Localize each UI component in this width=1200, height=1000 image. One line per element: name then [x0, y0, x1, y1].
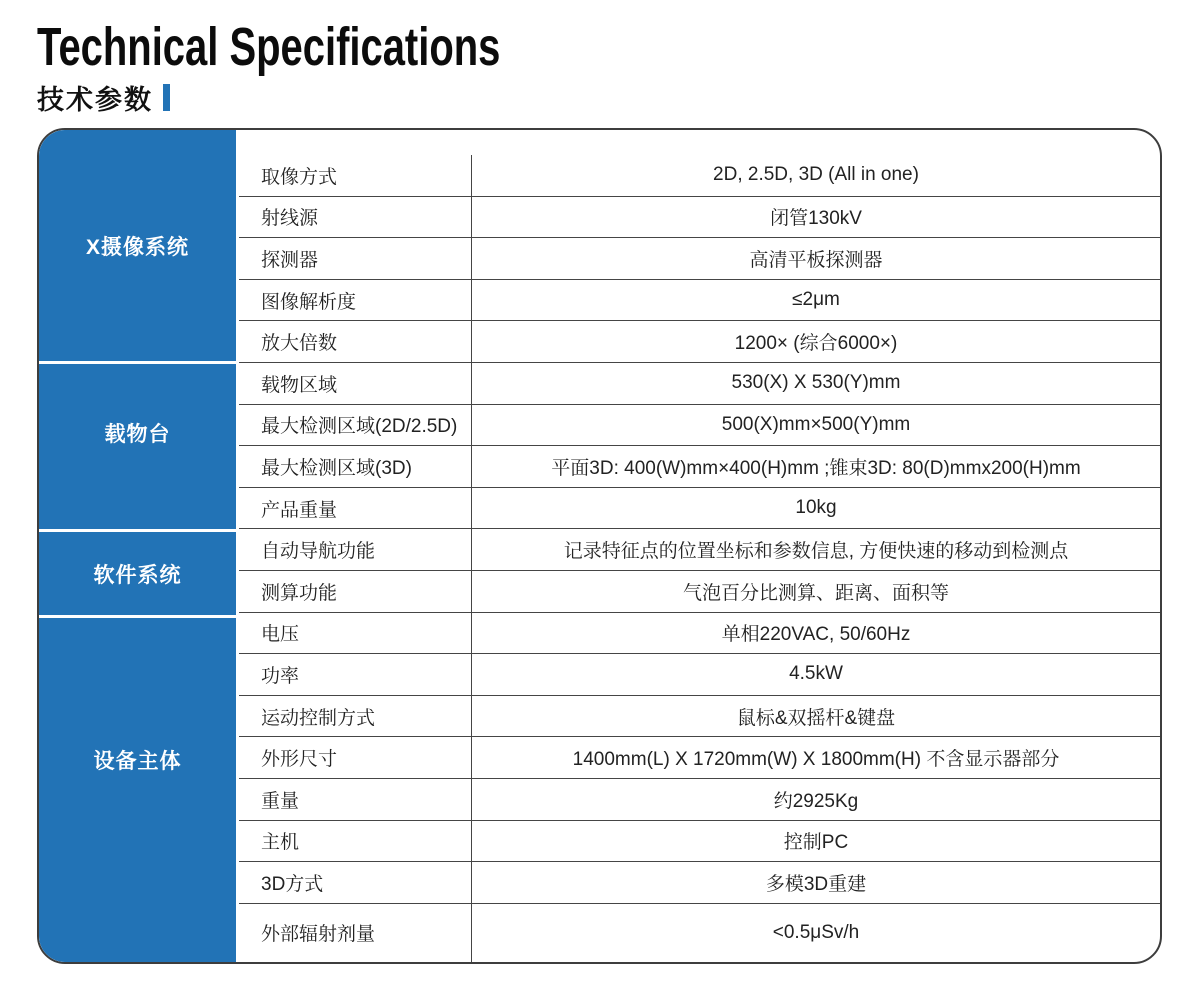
spec-row [239, 862, 1160, 904]
spec-row [239, 321, 1160, 363]
spec-value: <0.5μSv/h [772, 921, 860, 943]
spec-row [239, 696, 1160, 738]
spec-param: 载物区域 [239, 363, 472, 404]
spec-param: 最大检测区域(2D/2.5D) [239, 405, 472, 446]
spec-param: 3D方式 [239, 862, 472, 903]
spec-row [239, 737, 1160, 779]
spec-param: 测算功能 [239, 571, 472, 612]
spec-param: 外部辐射剂量 [239, 904, 472, 962]
spec-value: 高清平板探测器 [749, 249, 883, 271]
spec-row [239, 529, 1160, 571]
spec-param: 功率 [239, 654, 472, 695]
spec-param: 运动控制方式 [239, 696, 472, 737]
category-label: 载物台 [104, 422, 171, 446]
spec-param: 最大检测区域(3D) [239, 446, 472, 487]
page-title: Technical Specifications [37, 17, 501, 77]
spec-value: 4.5kW [789, 663, 843, 685]
spec-param: 主机 [239, 821, 472, 862]
spec-value: 闭管130kV [770, 208, 862, 230]
spec-value: 单相220VAC, 50/60Hz [721, 624, 911, 646]
spec-row [239, 238, 1160, 280]
spec-value: 530(X) X 530(Y)mm [731, 372, 901, 394]
category-sidebar [39, 130, 236, 962]
page-subtitle: 技术参数 [37, 84, 153, 115]
spec-value: 1400mm(L) X 1720mm(W) X 1800mm(H) 不含显示器部分 [572, 749, 1060, 771]
spec-value: 气泡百分比测算、距离、面积等 [682, 582, 949, 604]
spec-grid [239, 130, 1160, 962]
spec-value: 鼠标&双摇杆&键盘 [736, 707, 896, 729]
spec-value: 平面3D: 400(W)mm×400(H)mm ;锥束3D: 80(D)mmx200(H)mm [551, 457, 1081, 479]
spec-value: 10kg [795, 497, 837, 519]
spec-value: 记录特征点的位置坐标和参数信息, 方便快速的移动到检测点 [563, 541, 1069, 563]
spec-table [37, 128, 1162, 964]
category-label: 软件系统 [93, 563, 182, 587]
spec-param: 外形尺寸 [239, 737, 472, 778]
spec-row [239, 363, 1160, 405]
spec-row [239, 613, 1160, 655]
spec-value: 500(X)mm×500(Y)mm [721, 413, 911, 435]
spec-row [239, 904, 1160, 962]
spec-value: 2D, 2.5D, 3D (All in one) [713, 164, 919, 186]
spec-value: 控制PC [783, 832, 849, 854]
subtitle-row [37, 80, 1163, 114]
spec-row [239, 405, 1160, 447]
spec-param: 放大倍数 [239, 321, 472, 362]
category-machine-body [39, 618, 236, 962]
spec-row [239, 280, 1160, 322]
spec-row [239, 654, 1160, 696]
spec-param: 图像解析度 [239, 280, 472, 321]
spec-param: 自动导航功能 [239, 529, 472, 570]
category-software-system [39, 532, 236, 615]
spec-param: 产品重量 [239, 488, 472, 529]
spec-row [239, 155, 1160, 197]
spec-row [239, 821, 1160, 863]
category-label: 设备主体 [93, 750, 182, 773]
spec-param: 射线源 [239, 197, 472, 238]
subtitle-accent-bar [163, 84, 170, 111]
spec-value: ≤2μm [792, 289, 840, 311]
spec-row [239, 488, 1160, 530]
category-stage [39, 364, 236, 529]
spec-row [239, 571, 1160, 613]
spec-row [239, 779, 1160, 821]
spec-value: 约2925Kg [773, 790, 859, 812]
spec-param: 取像方式 [239, 155, 472, 196]
spec-row [239, 446, 1160, 488]
spec-row [239, 197, 1160, 239]
category-label: X摄像系统 [85, 235, 189, 259]
spec-param: 电压 [239, 613, 472, 654]
spec-param: 重量 [239, 779, 472, 820]
spec-value: 多模3D重建 [765, 873, 867, 895]
spec-value: 1200× (综合6000×) [734, 333, 898, 355]
category-xray-system [39, 130, 236, 361]
spec-param: 探测器 [239, 238, 472, 279]
